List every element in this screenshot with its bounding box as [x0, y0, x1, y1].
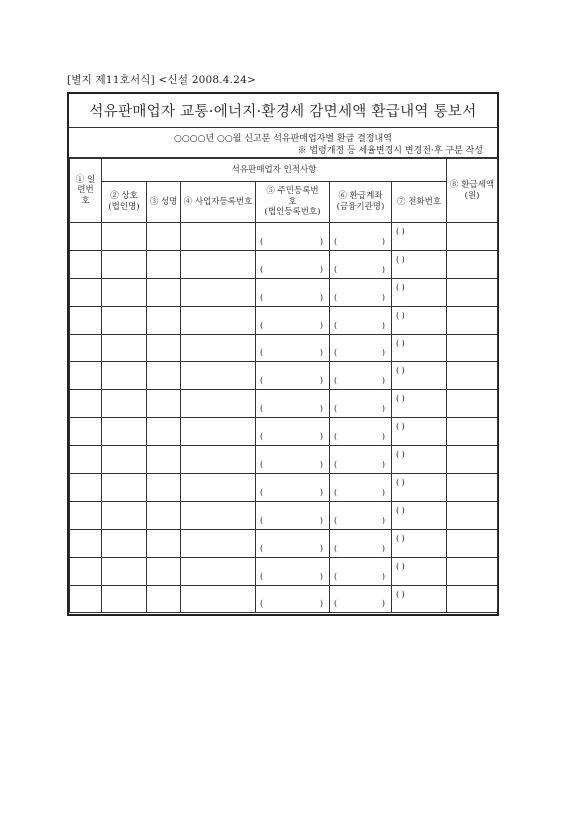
table-row: [70, 223, 498, 251]
paren-close: ): [381, 571, 385, 581]
paren-open: (: [334, 599, 338, 609]
cell-serial[interactable]: [70, 250, 102, 278]
paren-close: ): [381, 348, 385, 358]
phone-area-placeholder: ( ): [396, 227, 405, 236]
paren-open: (: [334, 292, 338, 302]
form-title: 석유판매업자 교통·에너지·환경세 감면세액 환급내역 통보서: [69, 94, 497, 128]
paren-open: (: [260, 264, 264, 274]
subtitle-line-1: ○○○○년 ○○월 신고분 석유판매업자별 환급 결정내역: [174, 134, 392, 144]
cell-refund-amount[interactable]: [447, 446, 498, 474]
cell-refund-account[interactable]: [330, 334, 392, 362]
table-row: [70, 390, 498, 418]
paren-open: (: [334, 404, 338, 414]
cell-refund-account[interactable]: [330, 529, 392, 557]
phone-area-placeholder: ( ): [396, 450, 405, 460]
cell-serial[interactable]: [70, 585, 102, 613]
cell-name[interactable]: [147, 390, 181, 418]
paren-placeholder: [334, 293, 385, 303]
cell-name[interactable]: [147, 529, 181, 557]
cell-refund-amount[interactable]: [447, 585, 498, 613]
paren-open: (: [260, 599, 264, 609]
paren-open: (: [334, 264, 338, 274]
cell-phone[interactable]: [392, 250, 447, 278]
paren-close: ): [319, 599, 323, 609]
paren-placeholder: [334, 404, 385, 414]
cell-business-number[interactable]: [181, 390, 256, 418]
paren-close: ): [319, 320, 323, 330]
cell-resident-number[interactable]: [256, 474, 330, 502]
cell-refund-amount[interactable]: [447, 362, 498, 390]
header-refund-b: (원): [464, 190, 480, 201]
cell-serial[interactable]: [70, 278, 102, 306]
paren-open: (: [260, 515, 264, 525]
cell-serial[interactable]: [70, 390, 102, 418]
paren-close: ): [381, 404, 385, 414]
cell-trade-name[interactable]: [102, 557, 147, 585]
cell-phone[interactable]: [392, 390, 447, 418]
header-account-a: ⑥ 환급계좌: [338, 191, 383, 202]
cell-trade-name[interactable]: [102, 529, 147, 557]
paren-placeholder: [260, 376, 323, 386]
header-phone: ⑦ 전화번호: [392, 182, 447, 223]
paren-close: ): [319, 487, 323, 497]
paren-open: (: [334, 515, 338, 525]
paren-placeholder: [334, 348, 385, 358]
cell-resident-number[interactable]: [256, 250, 330, 278]
cell-refund-account[interactable]: [330, 306, 392, 334]
cell-name[interactable]: [147, 585, 181, 613]
header-trade-name-a: ② 상호: [110, 191, 138, 202]
cell-name[interactable]: [147, 278, 181, 306]
table-row: [70, 334, 498, 362]
paren-placeholder: [260, 237, 323, 247]
header-serial-b: 련번: [77, 185, 94, 196]
paren-close: ): [319, 432, 323, 442]
cell-trade-name[interactable]: [102, 278, 147, 306]
paren-open: (: [260, 460, 264, 470]
cell-refund-amount[interactable]: [447, 223, 498, 251]
cell-trade-name[interactable]: [102, 585, 147, 613]
cell-refund-amount[interactable]: [447, 306, 498, 334]
paren-open: (: [334, 376, 338, 386]
header-resident-number: [256, 182, 330, 223]
cell-resident-number[interactable]: [256, 334, 330, 362]
cell-resident-number[interactable]: [256, 418, 330, 446]
cell-serial[interactable]: [70, 446, 102, 474]
paren-close: ): [381, 292, 385, 302]
cell-name[interactable]: [147, 334, 181, 362]
paren-open: (: [334, 543, 338, 553]
cell-name[interactable]: [147, 362, 181, 390]
table-row: [70, 474, 498, 502]
paren-placeholder: [260, 348, 323, 358]
cell-trade-name[interactable]: [102, 250, 147, 278]
table-row: [70, 278, 498, 306]
cell-serial[interactable]: [70, 362, 102, 390]
phone-area-placeholder: ( ): [396, 366, 405, 376]
cell-resident-number[interactable]: [256, 529, 330, 557]
cell-phone[interactable]: [392, 501, 447, 529]
cell-serial[interactable]: [70, 306, 102, 334]
cell-phone[interactable]: [392, 529, 447, 557]
phone-area-placeholder: ( ): [396, 589, 405, 599]
paren-placeholder: [334, 599, 385, 609]
header-refund-account: [330, 182, 392, 223]
cell-refund-amount[interactable]: [447, 334, 498, 362]
phone-area-placeholder: ( ): [396, 505, 405, 515]
cell-serial[interactable]: [70, 529, 102, 557]
cell-refund-account[interactable]: [330, 446, 392, 474]
cell-resident-number[interactable]: [256, 390, 330, 418]
cell-refund-account[interactable]: [330, 418, 392, 446]
table-row: [70, 446, 498, 474]
paren-close: ): [381, 264, 385, 274]
paren-placeholder: [260, 544, 323, 554]
cell-business-number[interactable]: [181, 362, 256, 390]
cell-business-number[interactable]: [181, 557, 256, 585]
phone-area-placeholder: ( ): [396, 282, 405, 292]
header-business-number: ④ 사업자등록번호: [181, 182, 256, 223]
cell-phone[interactable]: [392, 585, 447, 613]
paren-open: (: [260, 348, 264, 358]
cell-resident-number[interactable]: [256, 278, 330, 306]
phone-area-placeholder: ( ): [396, 533, 405, 543]
paren-placeholder: [334, 265, 385, 275]
cell-phone[interactable]: [392, 474, 447, 502]
notice-form: [67, 92, 499, 616]
cell-trade-name[interactable]: [102, 334, 147, 362]
paren-placeholder: [260, 432, 323, 442]
cell-business-number[interactable]: [181, 223, 256, 251]
cell-trade-name[interactable]: [102, 390, 147, 418]
paren-close: ): [319, 348, 323, 358]
cell-refund-account[interactable]: [330, 557, 392, 585]
paren-close: ): [319, 515, 323, 525]
paren-placeholder: [260, 321, 323, 331]
header-group-personal-info: 석유판매업자 인적사항: [102, 159, 447, 182]
paren-placeholder: [334, 321, 385, 331]
cell-serial[interactable]: [70, 501, 102, 529]
paren-close: ): [381, 320, 385, 330]
cell-refund-account[interactable]: [330, 362, 392, 390]
cell-name[interactable]: [147, 223, 181, 251]
paren-placeholder: [260, 293, 323, 303]
paren-open: (: [334, 348, 338, 358]
paren-placeholder: [334, 432, 385, 442]
phone-area-placeholder: ( ): [396, 394, 405, 404]
paren-open: (: [260, 432, 264, 442]
paren-open: (: [334, 320, 338, 330]
phone-area-placeholder: ( ): [396, 338, 405, 348]
cell-business-number[interactable]: [181, 278, 256, 306]
cell-trade-name[interactable]: [102, 501, 147, 529]
cell-trade-name[interactable]: [102, 223, 147, 251]
cell-refund-account[interactable]: [330, 278, 392, 306]
cell-name[interactable]: [147, 501, 181, 529]
paren-placeholder: [260, 404, 323, 414]
phone-area-placeholder: ( ): [396, 310, 405, 320]
paren-close: ): [319, 460, 323, 470]
header-serial-a: ① 일: [75, 174, 96, 185]
cell-refund-account[interactable]: [330, 390, 392, 418]
cell-name[interactable]: [147, 250, 181, 278]
cell-refund-amount[interactable]: [447, 474, 498, 502]
cell-refund-amount[interactable]: [447, 557, 498, 585]
phone-area-placeholder: ( ): [396, 478, 405, 488]
paren-close: ): [381, 236, 385, 246]
paren-close: ): [381, 487, 385, 497]
paren-open: (: [334, 432, 338, 442]
cell-phone[interactable]: [392, 334, 447, 362]
cell-name[interactable]: [147, 446, 181, 474]
cell-business-number[interactable]: [181, 501, 256, 529]
header-trade-name-b: (법인명): [108, 202, 140, 212]
table-row: [70, 585, 498, 613]
header-serial-c: 호: [81, 195, 90, 206]
paren-placeholder: [334, 376, 385, 386]
paren-close: ): [319, 543, 323, 553]
paren-close: ): [381, 460, 385, 470]
paren-close: ): [381, 515, 385, 525]
header-refund-amount: [447, 159, 498, 223]
cell-trade-name[interactable]: [102, 362, 147, 390]
cell-resident-number[interactable]: [256, 223, 330, 251]
paren-placeholder: [260, 516, 323, 526]
cell-serial[interactable]: [70, 223, 102, 251]
paren-open: (: [260, 487, 264, 497]
cell-refund-amount[interactable]: [447, 390, 498, 418]
paren-open: (: [260, 543, 264, 553]
paren-placeholder: [334, 544, 385, 554]
header-refund-a: ⑧ 환급세액: [450, 179, 495, 190]
cell-phone[interactable]: [392, 557, 447, 585]
header-resident-c: (법인등록번호): [264, 207, 321, 218]
paren-open: (: [334, 236, 338, 246]
cell-refund-amount[interactable]: [447, 418, 498, 446]
cell-phone[interactable]: [392, 446, 447, 474]
cell-business-number[interactable]: [181, 529, 256, 557]
cell-business-number[interactable]: [181, 418, 256, 446]
paren-close: ): [381, 376, 385, 386]
cell-resident-number[interactable]: [256, 306, 330, 334]
cell-trade-name[interactable]: [102, 446, 147, 474]
paren-close: ): [319, 264, 323, 274]
cell-refund-amount[interactable]: [447, 278, 498, 306]
paren-close: ): [381, 543, 385, 553]
cell-business-number[interactable]: [181, 250, 256, 278]
cell-phone[interactable]: [392, 362, 447, 390]
cell-refund-account[interactable]: [330, 250, 392, 278]
table-row: [70, 362, 498, 390]
cell-refund-account[interactable]: [330, 501, 392, 529]
paren-open: (: [334, 460, 338, 470]
cell-name[interactable]: [147, 557, 181, 585]
subtitle-block: [69, 128, 497, 158]
header-trade-name: [102, 182, 147, 223]
paren-open: (: [260, 404, 264, 414]
paren-close: ): [319, 292, 323, 302]
phone-area-placeholder: ( ): [396, 561, 405, 571]
cell-resident-number[interactable]: [256, 501, 330, 529]
paren-open: (: [260, 376, 264, 386]
cell-phone[interactable]: [392, 418, 447, 446]
paren-placeholder: [260, 460, 323, 470]
cell-trade-name[interactable]: [102, 474, 147, 502]
header-name: ③ 성명: [147, 182, 181, 223]
cell-business-number[interactable]: [181, 585, 256, 613]
cell-resident-number[interactable]: [256, 585, 330, 613]
paren-close: ): [381, 599, 385, 609]
cell-phone[interactable]: [392, 306, 447, 334]
paren-close: ): [319, 404, 323, 414]
cell-resident-number[interactable]: [256, 557, 330, 585]
paren-placeholder: [260, 488, 323, 498]
cell-serial[interactable]: [70, 334, 102, 362]
cell-business-number[interactable]: [181, 306, 256, 334]
paren-placeholder: [334, 516, 385, 526]
form-label: [별지 제11호서식] <신설 2008.4.24>: [67, 74, 256, 86]
paren-placeholder: [334, 572, 385, 582]
cell-name[interactable]: [147, 418, 181, 446]
table-row: [70, 501, 498, 529]
paren-open: (: [260, 236, 264, 246]
subtitle-line-2: ※ 법령개정 등 세율변경시 변경전·후 구분 작성: [297, 146, 483, 156]
header-serial-number: [70, 159, 102, 223]
paren-placeholder: [334, 460, 385, 470]
cell-serial[interactable]: [70, 474, 102, 502]
table-row: [70, 418, 498, 446]
paren-placeholder: [334, 488, 385, 498]
table-row: [70, 557, 498, 585]
table-row: [70, 306, 498, 334]
paren-placeholder: [260, 572, 323, 582]
table-row: [70, 529, 498, 557]
paren-close: ): [319, 571, 323, 581]
cell-serial[interactable]: [70, 418, 102, 446]
cell-resident-number[interactable]: [256, 362, 330, 390]
header-resident-a: ⑤ 주민등록번: [266, 186, 319, 197]
cell-refund-amount[interactable]: [447, 501, 498, 529]
cell-name[interactable]: [147, 474, 181, 502]
phone-area-placeholder: ( ): [396, 254, 405, 264]
paren-close: ): [319, 376, 323, 386]
cell-refund-account[interactable]: [330, 223, 392, 251]
phone-area-placeholder: ( ): [396, 422, 405, 432]
paren-open: (: [260, 320, 264, 330]
cell-serial[interactable]: [70, 557, 102, 585]
cell-phone[interactable]: [392, 278, 447, 306]
paren-close: ): [319, 236, 323, 246]
cell-refund-amount[interactable]: [447, 529, 498, 557]
cell-trade-name[interactable]: [102, 418, 147, 446]
table-row: [70, 250, 498, 278]
cell-refund-account[interactable]: [330, 585, 392, 613]
cell-phone[interactable]: [392, 223, 447, 251]
paren-placeholder: [260, 599, 323, 609]
cell-name[interactable]: [147, 306, 181, 334]
cell-resident-number[interactable]: [256, 446, 330, 474]
cell-refund-account[interactable]: [330, 474, 392, 502]
paren-placeholder: [260, 265, 323, 275]
cell-business-number[interactable]: [181, 446, 256, 474]
cell-trade-name[interactable]: [102, 306, 147, 334]
cell-business-number[interactable]: [181, 334, 256, 362]
cell-refund-amount[interactable]: [447, 250, 498, 278]
header-account-b: (금융기관명): [336, 202, 385, 212]
paren-open: (: [334, 571, 338, 581]
refund-table: [69, 158, 498, 613]
header-resident-b: 호: [288, 196, 297, 207]
cell-business-number[interactable]: [181, 474, 256, 502]
paren-open: (: [260, 571, 264, 581]
paren-close: ): [381, 432, 385, 442]
paren-placeholder: [334, 237, 385, 247]
paren-open: (: [260, 292, 264, 302]
paren-open: (: [334, 487, 338, 497]
